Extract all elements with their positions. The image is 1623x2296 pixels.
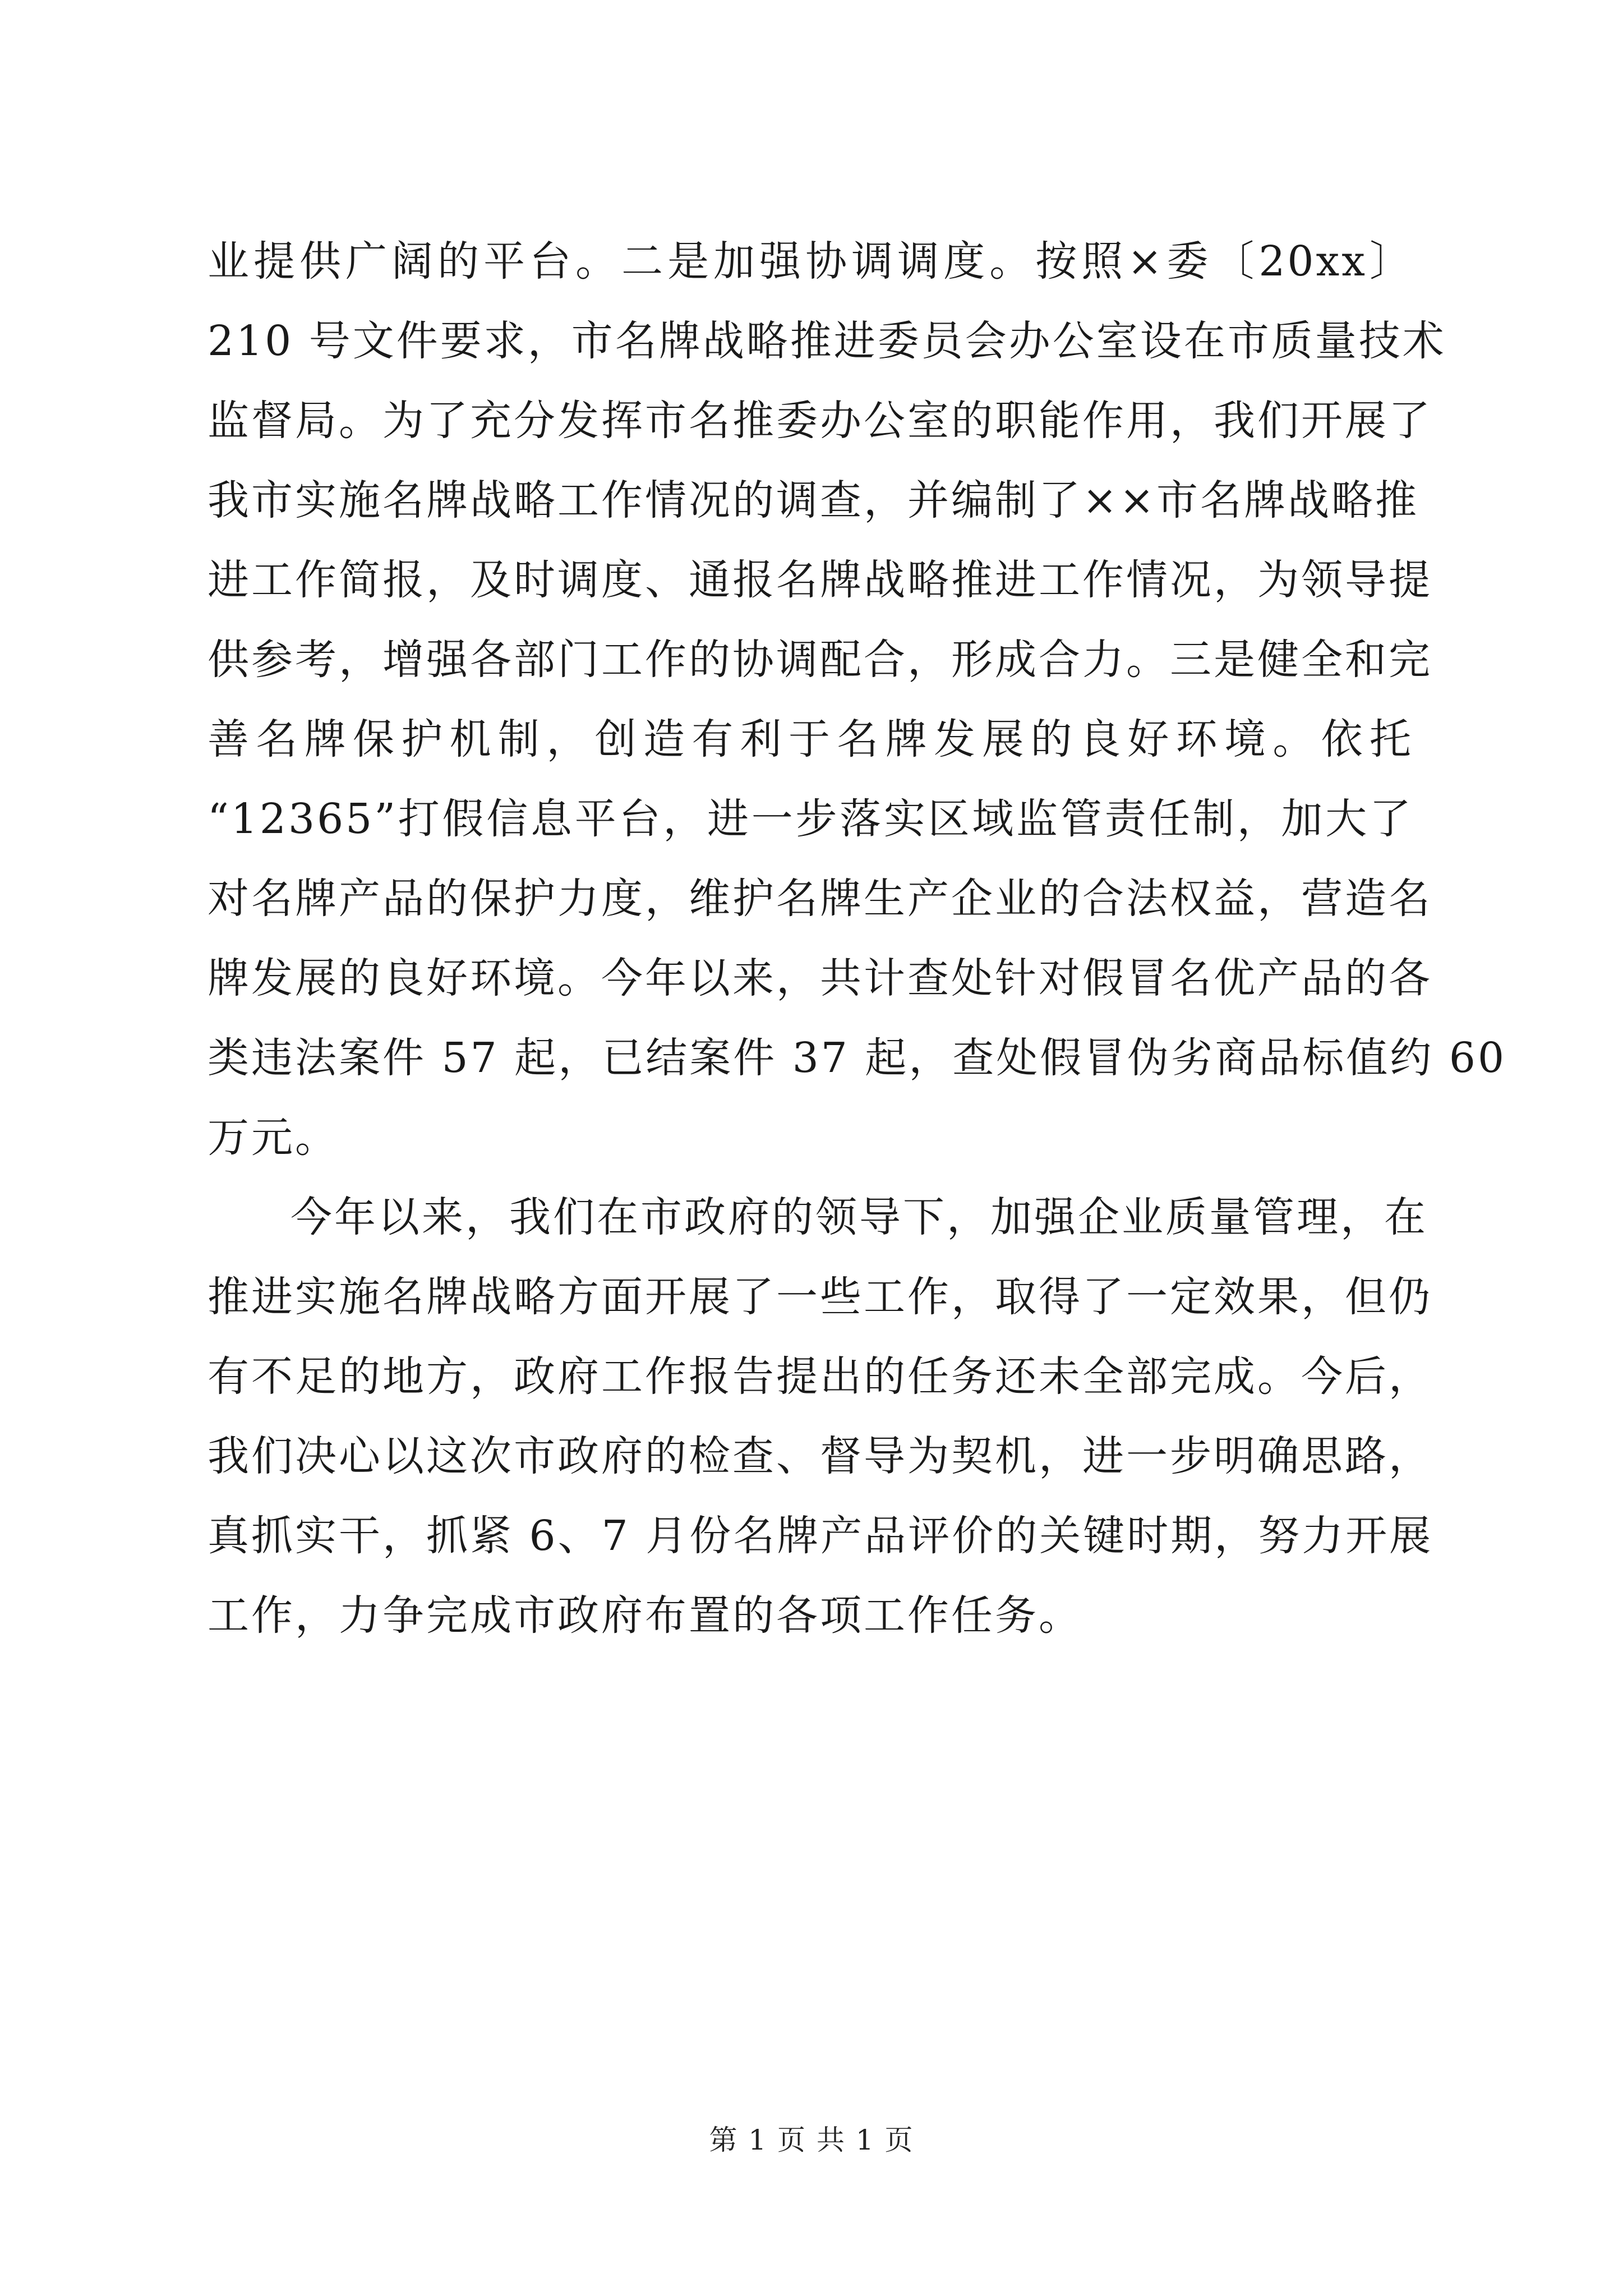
text-line: 有不足的地方，政府工作报告提出的任务还未全部完成。今后， — [208, 1352, 1432, 1401]
page-number-label: 第 1 页 共 1 页 — [709, 2124, 914, 2156]
page-footer — [0, 2118, 1623, 2158]
text-line: 推进实施名牌战略方面开展了一些工作，取得了一定效果，但仍 — [208, 1273, 1432, 1321]
text-line: 210 号文件要求，市名牌战略推进委员会办公室设在市质量技术 — [208, 317, 1446, 365]
text-line: 我们决心以这次市政府的检查、督导为契机，进一步明确思路， — [208, 1432, 1432, 1480]
text-line: 类违法案件 57 起，已结案件 37 起，查处假冒伪劣商品标值约 60 — [208, 1034, 1507, 1082]
text-line: 工作，力争完成市政府布置的各项工作任务。 — [208, 1591, 1082, 1640]
document-body — [208, 222, 1507, 1655]
paragraph-2 — [208, 1177, 1433, 1655]
text-line: 业提供广阔的平台。二是加强协调调度。按照×委〔20xx〕 — [208, 237, 1413, 286]
text-line: 牌发展的良好环境。今年以来，共计查处针对假冒名优产品的各 — [208, 954, 1432, 1002]
text-line: “12365”打假信息平台，进一步落实区域监管责任制，加大了 — [208, 795, 1413, 843]
text-line: 万元。 — [208, 1114, 339, 1162]
text-line: 监督局。为了充分发挥市名推委办公室的职能作用，我们开展了 — [208, 397, 1432, 445]
text-line: 进工作简报，及时调度、通报名牌战略推进工作情况，为领导提 — [208, 556, 1432, 604]
text-line: 供参考，增强各部门工作的协调配合，形成合力。三是健全和完 — [208, 636, 1432, 684]
text-line: 今年以来，我们在市政府的领导下，加强企业质量管理，在 — [291, 1193, 1428, 1241]
text-line: 对名牌产品的保护力度，维护名牌生产企业的合法权益，营造名 — [208, 875, 1432, 923]
text-line: 善名牌保护机制，创造有利于名牌发展的良好环境。依托 — [208, 715, 1413, 763]
paragraph-1 — [208, 222, 1507, 1177]
text-line: 我市实施名牌战略工作情况的调查，并编制了××市名牌战略推 — [208, 476, 1419, 524]
text-line: 真抓实干，抓紧 6、7 月份名牌产品评价的关键时期，努力开展 — [208, 1512, 1433, 1560]
